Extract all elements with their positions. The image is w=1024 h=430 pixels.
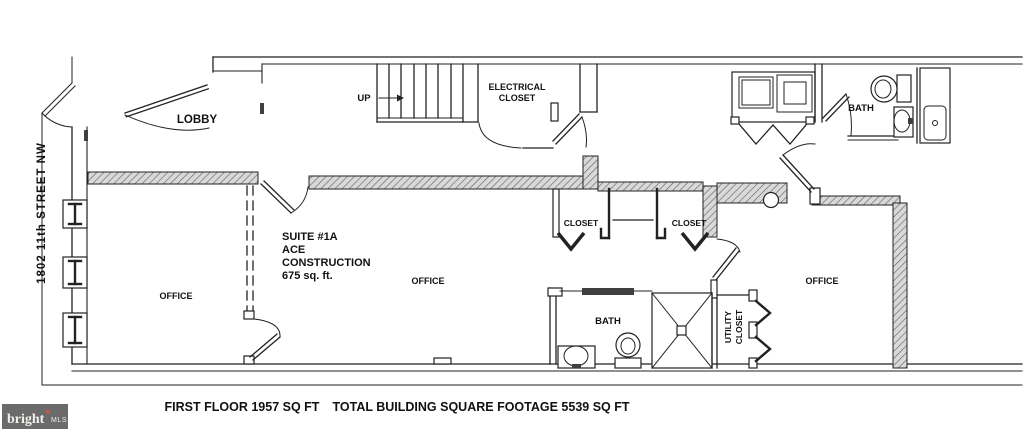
utility-closet-label-line2: CLOSET	[734, 309, 744, 345]
bath-door	[823, 94, 851, 135]
lobby-label: LOBBY	[176, 114, 218, 126]
closet-left-label: CLOSET	[563, 218, 599, 228]
utility-door-icon	[756, 301, 770, 325]
counter-sink-icon	[917, 68, 950, 143]
window-icon	[63, 200, 87, 228]
first-floor-area-label: FIRST FLOOR 1957 SQ FT	[164, 400, 320, 414]
bifold-door-icon	[739, 124, 773, 144]
total-area-label: TOTAL BUILDING SQUARE FOOTAGE 5539 SQ FT	[332, 400, 630, 414]
suite-line2: ACE	[282, 244, 306, 256]
lobby-office-door	[261, 181, 308, 213]
suite-annotation	[282, 231, 371, 282]
lower-bath	[548, 288, 752, 368]
towel-bar-icon	[582, 288, 634, 295]
suite-line4: 675 sq. ft.	[282, 270, 333, 282]
bath-lower-label: BATH	[595, 316, 621, 327]
hatched-walls	[88, 156, 907, 368]
office-right-label: OFFICE	[805, 276, 839, 286]
sink-icon	[558, 346, 595, 368]
street-label: 1802 11th STREET NW	[36, 142, 48, 284]
partition-door	[250, 319, 280, 360]
watermark-suffix-text: MLS	[51, 417, 68, 424]
upper-closet	[731, 64, 822, 144]
closet-right-door-icon	[682, 233, 708, 249]
south-wall-pilaster	[434, 358, 451, 364]
door-swing-arc	[479, 123, 521, 148]
stairs	[357, 64, 478, 122]
brightmls-watermark	[2, 404, 68, 429]
upper-bath	[823, 68, 950, 143]
window-icon	[63, 313, 87, 347]
entry-door	[42, 85, 264, 141]
hall-to-office-door	[711, 239, 740, 298]
stairs-up-label: UP	[357, 93, 371, 104]
utility-door-icon	[756, 337, 770, 361]
electrical-closet	[478, 64, 597, 148]
suite-line3: CONSTRUCTION	[282, 257, 371, 269]
office-left-label: OFFICE	[159, 291, 193, 301]
toilet-icon	[871, 75, 911, 102]
column-icon	[764, 193, 779, 208]
closet-left-door-icon	[558, 233, 584, 249]
electrical-closet-label-line1: ELECTRICAL	[488, 82, 546, 92]
right-office	[780, 144, 839, 286]
office-middle-label: OFFICE	[411, 276, 445, 286]
electrical-closet-label-line2: CLOSET	[498, 93, 536, 103]
bifold-door-icon	[773, 125, 806, 144]
suite-line1: SUITE #1A	[282, 231, 338, 243]
watermark-star-icon	[46, 410, 50, 414]
exterior-walls	[72, 57, 1022, 371]
up-arrow-icon	[379, 95, 404, 102]
utility-closet	[723, 290, 770, 368]
utility-closet-label-line1: UTILITY	[723, 310, 733, 344]
shower-icon	[652, 293, 712, 368]
door-stop-mark	[260, 103, 264, 114]
door-stop-mark	[84, 130, 88, 141]
toilet-icon	[615, 333, 641, 368]
sink-icon	[894, 107, 913, 137]
watermark-brand-text: bright	[7, 412, 45, 427]
property-boundary	[42, 57, 1022, 385]
bath-upper-label: BATH	[848, 103, 874, 114]
closet-right-label: CLOSET	[671, 218, 707, 228]
window-icon	[63, 257, 87, 288]
